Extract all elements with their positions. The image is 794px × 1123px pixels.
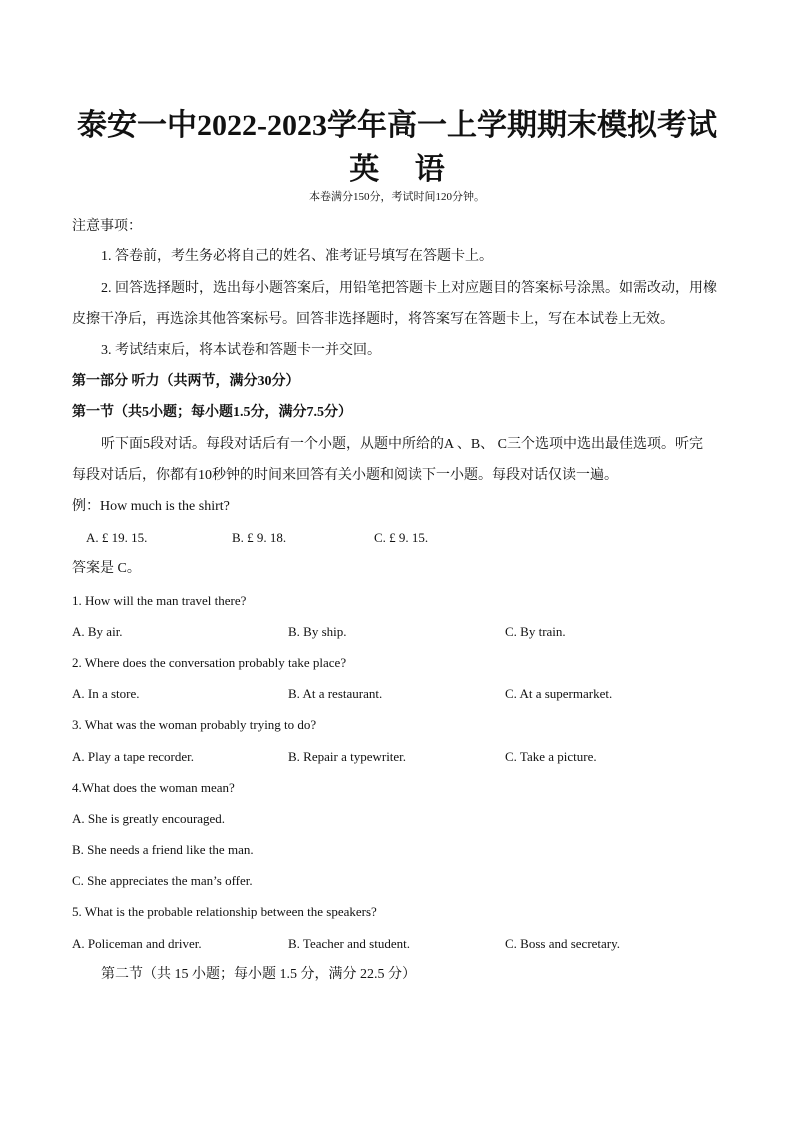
q3-option-c: C. Take a picture. — [505, 749, 597, 764]
q4-option-c: C. She appreciates the man’s offer. — [72, 873, 253, 888]
example-option-c: C. £ 9. 15. — [374, 530, 429, 545]
example-option-a: A. £ 19. 15. — [86, 530, 148, 545]
q5-option-c: C. Boss and secretary. — [505, 936, 621, 951]
question-1: 1. How will the man travel there? — [72, 593, 247, 608]
q4-option-b: B. She needs a friend like the man. — [72, 842, 254, 857]
q2-option-c: C. At a supermarket. — [505, 686, 613, 701]
notice-item-1: 1. 答卷前，考生务必将自己的姓名、准考证号填写在答题卡上。 — [101, 249, 493, 264]
q1-option-c: C. By train. — [505, 624, 566, 639]
example-option-b: B. £ 9. 18. — [232, 530, 287, 545]
part1-heading: 第一部分 听力（共两节，满分30分） — [72, 374, 300, 389]
notice-item-2-line2: 皮擦干净后，再选涂其他答案标号。回答非选择题时，将答案写在答题卡上，写在本试卷上无效。 — [72, 312, 674, 327]
q1-option-a: A. By air. — [72, 624, 123, 639]
q1-option-b: B. By ship. — [288, 624, 347, 639]
q5-option-a: A. Policeman and driver. — [72, 936, 202, 951]
q3-option-b: B. Repair a typewriter. — [288, 749, 407, 764]
q4-option-a: A. She is greatly encouraged. — [72, 811, 226, 826]
example-question: 例：How much is the shirt? — [72, 499, 230, 514]
q2-option-a: A. In a store. — [72, 686, 140, 701]
q5-option-b: B. Teacher and student. — [288, 936, 410, 951]
notice-item-2-line1: 2. 回答选择题时，选出每小题答案后，用铅笔把答题卡上对应题目的答案标号涂黑。如需改动，用橡 — [101, 281, 717, 296]
question-4: 4.What does the woman mean? — [72, 780, 235, 795]
instructions-line1: 听下面5段对话。每段对话后有一个小题，从题中所给的A 、B、 C三个选项中选出最佳选项。听完 — [101, 437, 704, 452]
q2-option-b: B. At a restaurant. — [288, 686, 383, 701]
instructions-line2: 每段对话后，你都有10秒钟的时间来回答有关小题和阅读下一小题。每段对话仅读一遍。 — [72, 468, 618, 483]
notices-heading: 注意事项： — [72, 219, 142, 234]
exam-note: 本卷满分150分，考试时间120分钟。 — [309, 191, 485, 203]
exam-title: 泰安一中2022-2023学年高一上学期期末模拟考试 — [77, 109, 717, 142]
example-answer: 答案是 C。 — [72, 561, 141, 576]
question-2: 2. Where does the conversation probably take place? — [72, 655, 347, 670]
notice-item-3: 3. 考试结束后，将本试卷和答题卡一并交回。 — [101, 343, 381, 358]
section2-heading: 第二节（共 15 小题；每小题 1.5 分，满分 22.5 分） — [101, 967, 416, 982]
question-5: 5. What is the probable relationship between the speakers? — [72, 904, 377, 919]
subject-title: 英 语 — [349, 153, 445, 186]
question-3: 3. What was the woman probably trying to do? — [72, 717, 317, 732]
section1-heading: 第一节（共5小题；每小题1.5分，满分7.5分） — [72, 405, 352, 420]
q3-option-a: A. Play a tape recorder. — [72, 749, 195, 764]
